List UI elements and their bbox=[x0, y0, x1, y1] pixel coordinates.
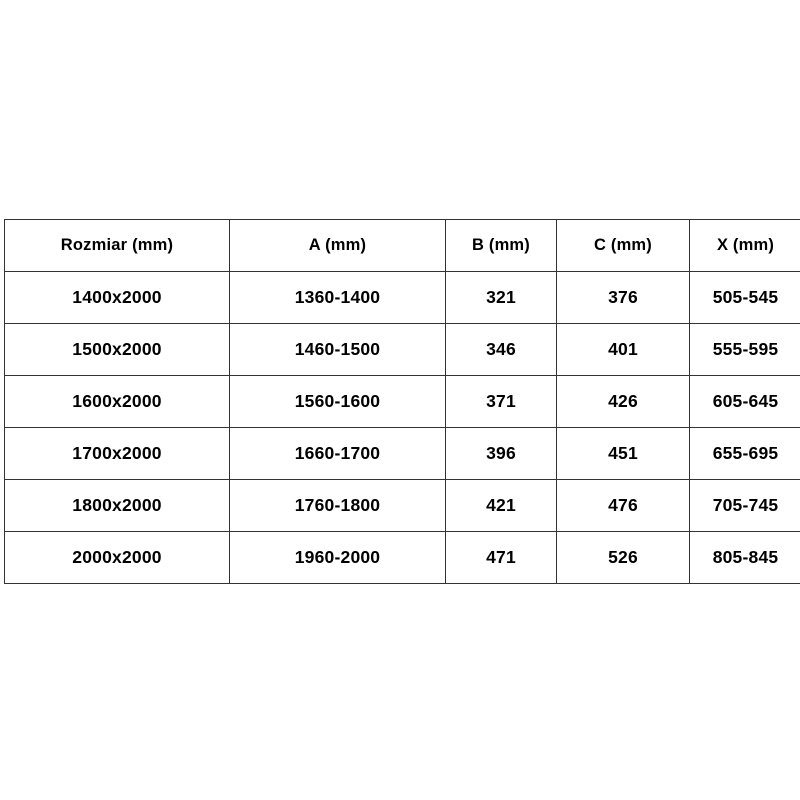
table-row bbox=[5, 428, 800, 480]
table-row bbox=[5, 376, 800, 428]
table-row bbox=[5, 324, 800, 376]
cell-x: 805-845 bbox=[690, 532, 800, 584]
cell-c: 476 bbox=[557, 480, 690, 532]
specification-table bbox=[4, 219, 800, 584]
cell-x: 655-695 bbox=[690, 428, 800, 480]
column-header-rozmiar: Rozmiar (mm) bbox=[5, 220, 230, 272]
cell-c: 426 bbox=[557, 376, 690, 428]
cell-a: 1460-1500 bbox=[230, 324, 446, 376]
cell-rozmiar: 2000x2000 bbox=[5, 532, 230, 584]
table-row bbox=[5, 480, 800, 532]
cell-a: 1960-2000 bbox=[230, 532, 446, 584]
cell-a: 1760-1800 bbox=[230, 480, 446, 532]
cell-x: 705-745 bbox=[690, 480, 800, 532]
specification-table-container bbox=[4, 219, 796, 584]
cell-b: 371 bbox=[446, 376, 557, 428]
cell-rozmiar: 1400x2000 bbox=[5, 272, 230, 324]
table-row bbox=[5, 532, 800, 584]
table-header-row bbox=[5, 220, 800, 272]
cell-x: 605-645 bbox=[690, 376, 800, 428]
cell-a: 1360-1400 bbox=[230, 272, 446, 324]
cell-a: 1660-1700 bbox=[230, 428, 446, 480]
cell-b: 421 bbox=[446, 480, 557, 532]
cell-b: 396 bbox=[446, 428, 557, 480]
cell-rozmiar: 1800x2000 bbox=[5, 480, 230, 532]
cell-c: 526 bbox=[557, 532, 690, 584]
cell-rozmiar: 1700x2000 bbox=[5, 428, 230, 480]
cell-b: 346 bbox=[446, 324, 557, 376]
cell-c: 401 bbox=[557, 324, 690, 376]
cell-rozmiar: 1500x2000 bbox=[5, 324, 230, 376]
cell-a: 1560-1600 bbox=[230, 376, 446, 428]
cell-rozmiar: 1600x2000 bbox=[5, 376, 230, 428]
cell-c: 376 bbox=[557, 272, 690, 324]
column-header-c: C (mm) bbox=[557, 220, 690, 272]
table-row bbox=[5, 272, 800, 324]
cell-b: 471 bbox=[446, 532, 557, 584]
column-header-x: X (mm) bbox=[690, 220, 800, 272]
cell-c: 451 bbox=[557, 428, 690, 480]
cell-b: 321 bbox=[446, 272, 557, 324]
column-header-b: B (mm) bbox=[446, 220, 557, 272]
cell-x: 555-595 bbox=[690, 324, 800, 376]
cell-x: 505-545 bbox=[690, 272, 800, 324]
column-header-a: A (mm) bbox=[230, 220, 446, 272]
